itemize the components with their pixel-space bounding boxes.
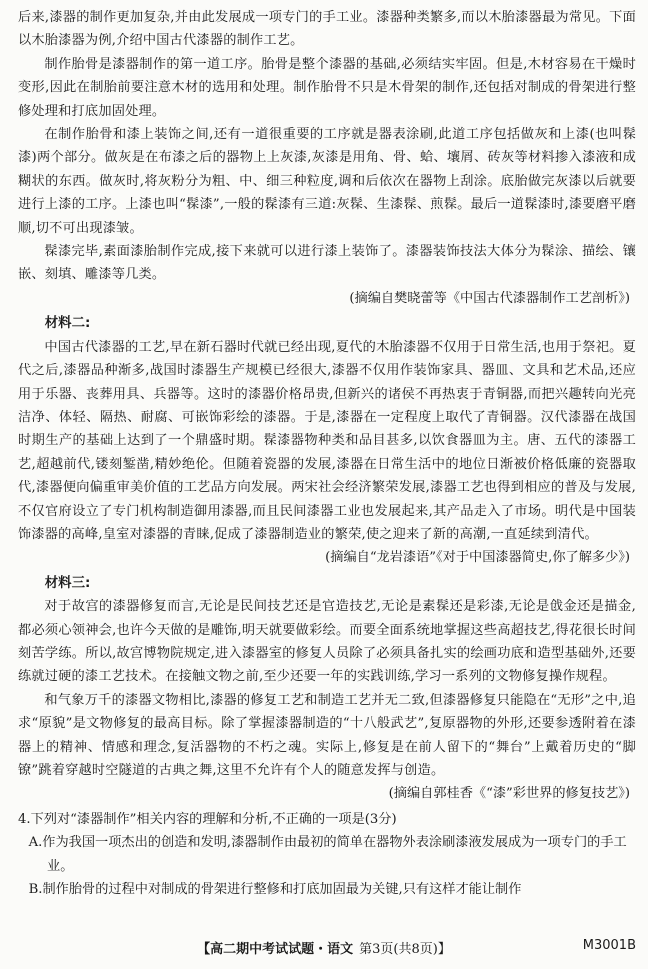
material-one-paragraph: 在制作胎骨和漆上装饰之间,还有一道很重要的工序就是器表涂刷,此道工序包括做灰和上漆(也叫髹漆)两个部分。做灰是在布漆之后的器物上上灰漆,灰漆是用角、骨、蛤、壤屑、砖灰等材料掺入漆液和成糊状的东西。做灰时,将灰粉分为粗、中、细三种粒度,调和后依次在器物上刮涂。底胎做完灰漆以后就要进行上漆的工序。上漆也叫“髹漆”,一般的髹漆有三道:灰髹、生漆髹、煎髹。最后一道髹漆时,漆要磨平磨顺,切不可出现漆皱。	[18, 127, 636, 236]
material-two-paragraph: 中国古代漆器的工艺,早在新石器时代就已经出现,夏代的木胎漆器不仅用于日常生活,也用于祭祀。夏代之后,漆器品种渐多,战国时漆器生产规模已经很大,漆器不仅用作装饰家具、器皿、文具和艺术品,还应用于乐器、丧葬用具、兵器等。这时的漆器价格昂贵,但新兴的诸侯不再热衷于青铜器,而把兴趣转向光亮洁净、体轻、隔热、耐腐、可嵌饰彩绘的漆器。于是,漆器在一定程度上取代了青铜器。汉代漆器在战国时期生产的基础上达到了一个鼎盛时期。髹漆器物种类和品目甚多,以饮食器皿为主。唐、五代的漆器工艺,超越前代,镂刻錾凿,精妙绝伦。但随着瓷器的发展,漆器在日常生活中的地位日渐被价格低廉的瓷器取代,漆器便向偏重审美价值的工艺品方向发展。两宋社会经济繁荣发展,漆器工艺也得到相应的普及与发展,不仅官府设立了专门机构制造御用漆器,而且民间漆器工业也发展起来,其产品走入了市场。明代是中国装饰漆器的高峰,皇室对漆器的青睐,促成了漆器制造业的繁荣,使之迎来了新的高潮,一直延续到清代。	[18, 339, 636, 542]
question-four	[18, 808, 636, 902]
material-one-source: (摘编自樊晓蕾等《中国古代漆器制作工艺剖析》)	[349, 290, 630, 306]
material-three-section	[18, 572, 636, 806]
material-one-paragraph: 制作胎骨是漆器制作的第一道工序。胎骨是整个漆器的基础,必须结实牢固。但是,木材容易在干燥时变形,因此在制胎前要注意木材的选用和处理。制作胎骨不只是木骨架的制作,还包括对制成的骨架进行整修处理和打底加固处理。	[18, 56, 636, 119]
material-three-source: (摘编自郭桂香《“漆”彩世界的修复技艺》)	[388, 786, 630, 802]
material-three-heading: 材料三:	[44, 575, 91, 591]
footer-title-line	[0, 938, 648, 957]
material-one-paragraph: 髹漆完毕,素面漆胎制作完成,接下来就可以进行漆上装饰了。漆器装饰技法大体分为髹涂、描绘、镶嵌、刻填、雕漆等几类。	[18, 244, 636, 283]
page-footer	[0, 938, 648, 962]
question-four-option-a: A.作为我国一项杰出的创造和发明,漆器制作由最初的简单在器物外表涂刷漆液发展成为一项专门的手工业。	[28, 835, 627, 874]
material-three-paragraph: 和气象万千的漆器文物相比,漆器的修复工艺和制造工艺并无二致,但漆器修复只能隐在“无形”之中,追求“原貌”是文物修复的最高目标。除了掌握漆器制造的“十八般武艺”,复原器物的外形,还要参透附着在漆器上的精神、情感和理念,复活器物的不朽之魂。实际上,修复是在前人留下的“舞台”上戴着历史的“脚镣”跳着穿越时空隧道的古典之舞,这里不允许有个人的随意发挥与创造。	[18, 692, 636, 778]
material-two-heading: 材料二:	[44, 316, 91, 332]
question-four-stem: 4.下列对“漆器制作”相关内容的理解和分析,不正确的一项是(3分)	[18, 811, 397, 827]
material-one-paragraph: 后来,漆器的制作更加复杂,并由此发展成一项专门的手工业。漆器种类繁多,而以木胎漆器最为常见。下面以木胎漆器为例,介绍中国古代漆器的制作工艺。	[18, 10, 636, 49]
material-three-paragraph: 对于故宫的漆器修复而言,无论是民间技艺还是官造技艺,无论是素髹还是彩漆,无论是戗金还是描金,都必须心领神会,也许今天做的是雕饰,明天就要做彩绘。而要全面系统地掌握这些高超技艺,得花很长时间刻苦学练。所以,故宫博物院规定,进入漆器室的修复人员除了必须具备扎实的绘画功底和造型基础外,还要练就过硬的漆工艺技术。在接触文物之前,至少还要一年的实践训练,学习一系列的文物修复操作规程。	[18, 599, 636, 685]
material-two-section	[18, 312, 636, 569]
question-four-option-b: B.制作胎骨的过程中对制成的骨架进行整修和打底加固最为关键,只有这样才能让制作	[28, 882, 522, 898]
footer-title: 【高二期中考试试题・语文	[197, 942, 354, 957]
material-two-source: (摘编自“龙岩漆语”《对于中国漆器简史,你了解多少》)	[325, 550, 630, 566]
material-one-section	[18, 6, 636, 310]
footer-paper-code: M3001B	[582, 938, 636, 953]
footer-page-number: 第3页(共8页)】	[359, 942, 451, 957]
